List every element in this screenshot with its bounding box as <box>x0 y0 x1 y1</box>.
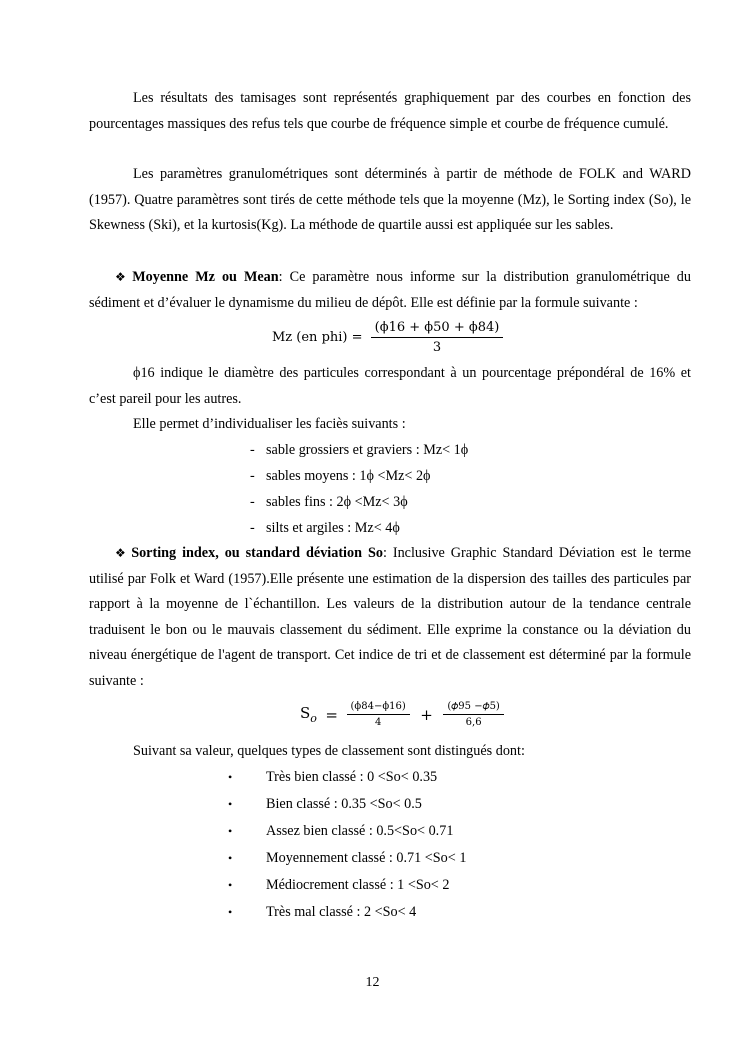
sorting-heading: Sorting index, ou standard déviation So <box>131 545 383 561</box>
formula-so-lhs: $S_o$ <box>300 704 317 725</box>
formula-mz-denominator: 3 <box>432 340 442 355</box>
facies-intro: Elle permet d’individualiser les faciès suivants : <box>133 416 406 432</box>
bullet-marker: • <box>228 797 233 811</box>
paragraph-sorting <box>89 541 691 695</box>
dash-marker: - <box>250 442 255 458</box>
formula-so: $S_o$ = $\frac{(\phi 84-\phi 16)}{4}$ + $\frac{\text{(𝜙95 −𝜙5)}}{6,6}$ <box>300 701 504 728</box>
formula-mz-lhs: Mz (en phi) = <box>272 330 363 345</box>
classement-intro: Suivant sa valeur, quelques types de classement sont distingués dont: <box>133 743 525 759</box>
bullet-marker: • <box>228 824 233 838</box>
moyenne-text: : Ce paramètre nous informe sur la distribution granulométrique du sédiment et d’évaluer le dynamisme du milieu de dépôt. Elle est définie par la formule suivante : <box>89 269 691 311</box>
formula-so-fraction-1: $\frac{(\phi 84-\phi 16)}{4}$ <box>347 701 410 728</box>
dash-marker: - <box>250 494 255 510</box>
bullet-marker: • <box>228 851 233 865</box>
formula-mz <box>272 320 503 355</box>
formula-mz-numerator: (ϕ16 + ϕ50 + ϕ84) <box>371 320 504 338</box>
bullet-marker: • <box>228 770 233 784</box>
paragraph-tamisage: Les résultats des tamisages sont représentés graphiquement par des courbes en fonction des pourcentages massiques des refus tels que courbe de fréquence simple et courbe de fréquence cumulé. <box>89 90 691 132</box>
document-page: Les résultats des tamisages sont représentés graphiquement par des courbes en fonction des pourcentages massiques des refus tels que courbe de fréquence simple et courbe de fréquence cumulé. Les paramètres granulométriques sont déterminés à partir de méthode de FOLK and WARD (1957). Quatre paramètres sont tirés de cette méthode tels que la moyenne (Mz), le Sorting index (So), le Skewness (Ski), et la kurtosis(Kg). La méthode de quartile aussi est appliquée sur les sables. ❖ Moyenne Mz ou Mean: Ce paramètre nous informe sur la distribution granulométrique du sédiment et d’évaluer le dynamisme du milieu de dépôt. Elle est définie par la formule suivante : Mz (en phi) = $\frac{(\phi 16 + \phi 50 + \phi 84)}{3}$ ϕ16 indique le diamètre des particules correspondant à un pourcentage prépondéral de 16% et c’est pareil pour les autres. Elle permet d’individualiser les faciès suivants : - sable grossiers et graviers : Mz< 1ϕ - sables moyens : 1ϕ <Mz< 2ϕ - sables fins : 2ϕ <Mz< 3ϕ - silts et argiles : Mz< 4ϕ ❖ Sorting index, ou standard déviation So: Inclusive Graphic Standard Déviation est le terme utilisé par Folk et Ward (1957).Elle présente une estimation de la dispersion des tailles des particules par rapport à la moyenne de l`échantillon. Les valeurs de la distribution autour de la tendance centrale traduisent le bon ou le mauvais classement du sédiment. Elle exprime la constance ou la déviation du niveau énergétique de l'agent de transport. Cet indice de tri et de classement est déterminé par la formule suivante : $S_o$ = $\frac{(\phi 84-\phi 16)}{4}$ + $\frac{\text{(𝜙95 −𝜙5)}}{6,6}$ Suivant sa valeur, quelques types de classement sont distingués dont: • Très bien classé : 0 <So< 0.35 • Bien classé : 0.35 <So< 0.5 • Assez bien classé : 0.5<So< 0.71 • Moyennement classé : 0.71 <So< 1 • Médiocrement classé : 1 <So< 2 • Très mal classé : 2 <So< 4 12 <box>0 0 745 1053</box>
list-item: - sables fins : 2ϕ <Mz< 3ϕ <box>250 494 408 510</box>
paragraph-phi16: ϕ16 indique le diamètre des particules correspondant à un pourcentage prépondéral de 16% et c’est pareil pour les autres. <box>89 365 691 407</box>
dash-marker: - <box>250 468 255 484</box>
formula-mz-fraction <box>371 320 504 355</box>
bullet-marker: • <box>228 878 233 892</box>
sorting-text: : Inclusive Graphic Standard Déviation est le terme utilisé par Folk et Ward (1957).Elle présente une estimation de la dispersion des tailles des particules par rapport à la moyenne de l`échantillon. Les valeurs de la distribution autour de la tendance centrale traduisent le bon ou le mauvais classement du sédiment. Elle exprime la constance ou la déviation du niveau énergétique de l'agent de transport. Cet indice de tri et de classement est déterminé par la formule suivante : <box>89 545 691 689</box>
paragraph-parametres: Les paramètres granulométriques sont déterminés à partir de méthode de FOLK and WARD (1957). Quatre paramètres sont tirés de cette méthode tels que la moyenne (Mz), le Sorting index (So), le Skewness (Ski), et la kurtosis(Kg). La méthode de quartile aussi est appliquée sur les sables. <box>89 166 691 234</box>
dash-marker: - <box>250 520 255 536</box>
list-item: - sable grossiers et graviers : Mz< 1ϕ <box>250 442 469 458</box>
diamond-bullet-icon: ❖ <box>115 270 130 284</box>
paragraph-moyenne <box>89 265 691 316</box>
list-item: - sables moyens : 1ϕ <Mz< 2ϕ <box>250 468 431 484</box>
list-item: - silts et argiles : Mz< 4ϕ <box>250 520 400 536</box>
bullet-marker: • <box>228 905 233 919</box>
formula-so-fraction-2: $\frac{\text{(𝜙95 −𝜙5)}}{6,6}$ <box>443 701 503 728</box>
diamond-bullet-icon: ❖ <box>115 546 129 560</box>
moyenne-heading: Moyenne Mz ou Mean <box>132 269 279 285</box>
page-number: 12 <box>365 975 380 990</box>
